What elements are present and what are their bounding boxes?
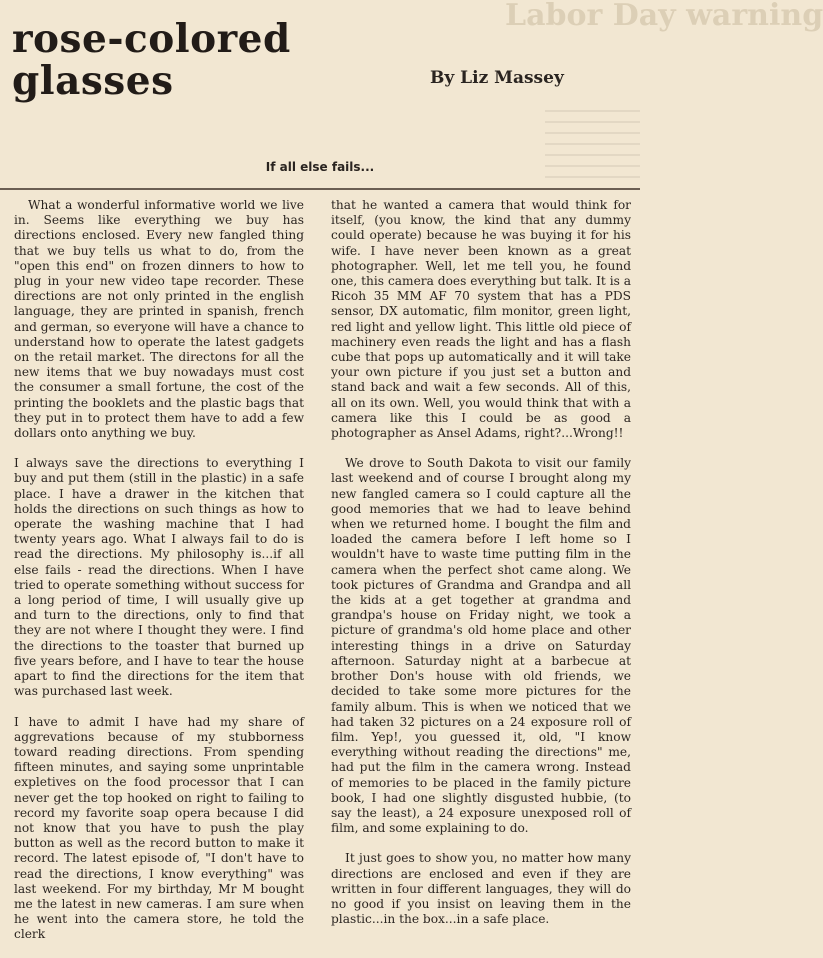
article-subhead: If all else fails... — [265, 160, 375, 174]
adjacent-column-title: Labor Day warning — [505, 0, 823, 33]
paragraph: We drove to South Dakota to visit our family last weekend and of course I brought along my new fangled camera so I could capture all the good memories that we had to leave behind when we returned home. I bought the film and loaded the camera before I left home so I wouldn't have to waste time putting film in the camera when the perfect shot came along. We took pictures of Grandma and Grandpa and all the kids at a get together at grandma and grandpa's house on Friday night, we took a picture of grandma's old home place and other interesting things in a drive on Saturday afternoon. Saturday night at a barbecue at brother Don's house with old friends, we decided to take some more pictures for the family album. This is when we noticed that we had taken 32 pictures on a 24 exposure roll of film. Yep!, you guessed it, old, "I know everything without reading the directions" me, had put the film in the camera wrong. Instead of memories to be placed in the family picture book, I had one slightly disgusted hubbie, (to say the least), a 24 exposure unexposed roll of film, and some explaining to do. — [331, 456, 631, 836]
paragraph: What a wonderful informative world we live in. Seems like everything we buy has directions enclosed. Every new fangled thing that we buy tells us what to do, from the "open this end" on frozen dinners to how to plug in your new video tape recorder. These directions are not only printed in the english language, they are printed in spanish, french and german, so everyone will have a chance to understand how to operate the latest gadgets on the retail market. The directons for all the new items that we buy nowadays must cost the consumer a small fortune, the cost of the printing the booklets and the plastic bags that they put in to protect them have to add a few dollars onto anything we buy. — [14, 198, 304, 441]
adjacent-column-text-bleed — [545, 110, 640, 187]
right-column — [331, 198, 631, 942]
column-title — [12, 18, 312, 102]
paragraph: I always save the directions to everything I buy and put them (still in the plastic) in a safe place. I have a drawer in the kitchen that holds the directions on such things as how to operate the washing machine that I had twenty years ago. What I always fail to do is read the directions. My philosophy is...if all else fails - read the directions. When I have tried to operate something without success for a long period of time, I will usually give up and turn to the directions, only to find that they are not where I thought they were. I find the directions to the toaster that burned up five years before, and I have to tear the house apart to find the directions for the item that was purchased last week. — [14, 456, 304, 699]
left-column — [14, 198, 304, 958]
header-rule — [0, 188, 640, 190]
title-line-1: rose-colored — [12, 16, 291, 62]
byline: By Liz Massey — [430, 68, 564, 88]
paragraph: It just goes to show you, no matter how many directions are enclosed and even if they are written in four different languages, they will do no good if you insist on leaving them in the plastic...in the box...in a safe place. — [331, 851, 631, 927]
paragraph: that he wanted a camera that would think for itself, (you know, the kind that any dummy could operate) because he was buying it for his wife. I have never been known as a great photographer. Well, let me tell you, he found one, this camera does everything but talk. It is a Ricoh 35 MM AF 70 system that has a PDS sensor, DX automatic, film monitor, green light, red light and yellow light. This little old piece of machinery even reads the light and has a flash cube that pops up automatically and it will take your own picture if you just set a button and stand back and wait a few seconds. All of this, all on its own. Well, you would think that with a camera like this I could be as good a photographer as Ansel Adams, right?...Wrong!! — [331, 198, 631, 441]
paragraph: I have to admit I have had my share of aggrevations because of my stubborness toward reading directions. From spending fifteen minutes, and saying some unprintable expletives on the food processor that I can never get the top hooked on right to failing to record my favorite soap opera because I did not know that you have to push the play button as well as the record button to make it record. The latest episode of, "I don't have to read the directions, I know everything" was last weekend. For my birthday, Mr M bought me the latest in new cameras. I am sure when he went into the camera store, he told the clerk — [14, 714, 304, 942]
title-line-2: glasses — [12, 58, 174, 104]
